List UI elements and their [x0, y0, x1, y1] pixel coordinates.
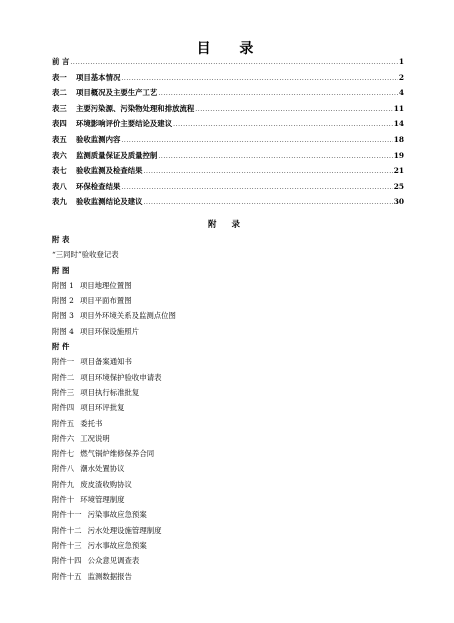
appendix-item [52, 247, 352, 262]
appendix-label: 附 表 [52, 235, 70, 244]
appendix-item [52, 278, 352, 293]
appendix-text: 委托书 [80, 418, 103, 428]
appendix-text: 项目地理位置图 [79, 280, 132, 290]
appendix-item [52, 293, 352, 308]
appendix-label: 附件十 [52, 495, 75, 505]
toc-section-number: 表三 [52, 103, 67, 113]
appendix-label: 附图 4 [52, 326, 74, 336]
toc-page-number: 1 [398, 57, 404, 66]
appendix-text: 项目平面布置图 [79, 296, 132, 306]
toc-page-number: 25 [393, 181, 404, 191]
appendix-text: 污水处理设施管理制度 [87, 525, 162, 535]
appendix-label: “三同时”验收登记表 [52, 250, 119, 260]
toc-leader-dots [158, 153, 392, 160]
appendix-item [52, 354, 352, 369]
toc-page-number: 18 [393, 134, 404, 144]
toc-section-number: 表六 [52, 150, 67, 160]
toc-leader-dots [158, 90, 398, 97]
toc-section-number: 表一 [52, 72, 67, 82]
table-of-contents [52, 56, 404, 212]
toc-page-number: 19 [393, 150, 404, 160]
appendix-label: 附件六 [52, 433, 75, 443]
appendix-heading: 附 录 [208, 220, 246, 230]
appendix-item [52, 370, 352, 385]
toc-leader-dots [144, 199, 393, 206]
appendix-item [52, 431, 352, 446]
toc-section-number: 表九 [52, 197, 67, 207]
appendix-group-heading [52, 263, 352, 278]
appendix-item [52, 538, 352, 553]
toc-page-number: 11 [393, 103, 404, 113]
appendix-item [52, 308, 352, 323]
toc-section-title: 监测质量保证及质量控制 [76, 150, 158, 160]
appendix-label: 附件十二 [52, 525, 82, 535]
appendix-label: 附图 3 [52, 311, 74, 321]
toc-leader-dots [121, 75, 397, 82]
toc-section-number: 表七 [52, 166, 67, 176]
appendix-text: 潮水处置协议 [80, 464, 125, 474]
appendix-text: 项目外环境关系及监测点位图 [79, 311, 176, 321]
toc-page-number: 21 [393, 166, 404, 176]
appendix-item [52, 492, 352, 507]
toc-section-number: 表四 [52, 119, 67, 129]
appendix-item [52, 507, 352, 522]
toc-row[interactable] [52, 103, 404, 119]
appendix-label: 附图 1 [52, 280, 74, 290]
toc-row[interactable] [52, 196, 404, 212]
toc-section-number: 前 言 [52, 57, 70, 66]
toc-row[interactable] [52, 134, 404, 150]
appendix-label: 附件十四 [52, 556, 82, 566]
toc-row[interactable] [52, 150, 404, 166]
appendix-text: 项目环境保护验收申请表 [80, 372, 162, 382]
appendix-item [52, 324, 352, 339]
appendix-text: 监测数据报告 [87, 571, 132, 581]
appendix-group-heading [52, 232, 352, 247]
appendix-label: 附件五 [52, 418, 75, 428]
appendix-label: 附件十一 [52, 510, 82, 520]
toc-section-number: 表五 [52, 134, 67, 144]
toc-row[interactable] [52, 72, 404, 88]
appendix-item [52, 400, 352, 415]
toc-leader-dots [173, 121, 393, 128]
toc-row[interactable] [52, 181, 404, 197]
appendix-item [52, 553, 352, 568]
appendix-text: 污染事故应急预案 [87, 510, 147, 520]
appendix-item [52, 461, 352, 476]
toc-page-number: 14 [393, 119, 404, 129]
appendix-label: 附件二 [52, 372, 75, 382]
appendix-label: 附 件 [52, 342, 70, 352]
appendix-item [52, 416, 352, 431]
appendix-text: 项目环保设施照片 [79, 326, 139, 336]
toc-row[interactable] [52, 87, 404, 103]
appendix-label: 附图 2 [52, 296, 74, 306]
toc-section-title: 验收监测结论及建议 [76, 197, 143, 207]
toc-row[interactable] [52, 118, 404, 134]
appendix-label: 附 图 [52, 265, 70, 275]
appendix-label: 附件四 [52, 403, 75, 413]
appendix-item [52, 446, 352, 461]
appendix-label: 附件七 [52, 449, 75, 459]
appendix-label: 附件十五 [52, 571, 82, 581]
toc-page-number: 30 [393, 197, 404, 207]
toc-leader-dots [70, 59, 397, 66]
toc-section-number: 表八 [52, 181, 67, 191]
appendix-text: 污水事故应急预案 [87, 540, 147, 550]
toc-leader-dots [144, 168, 393, 175]
appendix-text: 工况说明 [80, 433, 110, 443]
appendix-text: 项目环评批复 [80, 403, 125, 413]
page-title: 目 录 [196, 41, 266, 57]
toc-leader-dots [121, 184, 392, 191]
appendix-item [52, 523, 352, 538]
appendix-text: 燃气锅炉维修保养合同 [80, 449, 155, 459]
appendix-label: 附件九 [52, 479, 75, 489]
appendix-text: 项目执行标准批复 [80, 387, 140, 397]
toc-section-title: 项目概况及主要生产工艺 [76, 88, 158, 98]
appendix-label: 附件三 [52, 387, 75, 397]
toc-section-title: 验收监测内容 [76, 134, 121, 144]
appendix-item [52, 569, 352, 584]
appendix-label: 附件一 [52, 357, 75, 367]
toc-row[interactable] [52, 56, 404, 72]
toc-row[interactable] [52, 165, 404, 181]
appendix-text: 废皮渣收购协议 [80, 479, 132, 489]
toc-leader-dots [195, 106, 392, 113]
toc-section-title: 项目基本情况 [76, 72, 121, 82]
appendix-group-heading [52, 339, 352, 354]
appendix-text: 项目备案通知书 [80, 357, 132, 367]
toc-section-title: 验收监测及检查结果 [76, 166, 143, 176]
appendix-text: 环境管理制度 [80, 495, 125, 505]
toc-leader-dots [121, 137, 392, 144]
appendix-list [52, 232, 352, 584]
appendix-item [52, 385, 352, 400]
appendix-label: 附件八 [52, 464, 75, 474]
appendix-label: 附件十三 [52, 540, 82, 550]
appendix-text: 公众意见调查表 [87, 556, 140, 566]
toc-section-title: 主要污染源、污染物处理和排放流程 [76, 103, 195, 113]
toc-section-title: 环保检查结果 [76, 181, 121, 191]
toc-section-title: 环境影响评价主要结论及建议 [76, 119, 173, 129]
toc-page-number: 2 [398, 72, 404, 82]
toc-section-number: 表二 [52, 88, 67, 98]
appendix-item [52, 477, 352, 492]
toc-page-number: 4 [398, 88, 404, 98]
